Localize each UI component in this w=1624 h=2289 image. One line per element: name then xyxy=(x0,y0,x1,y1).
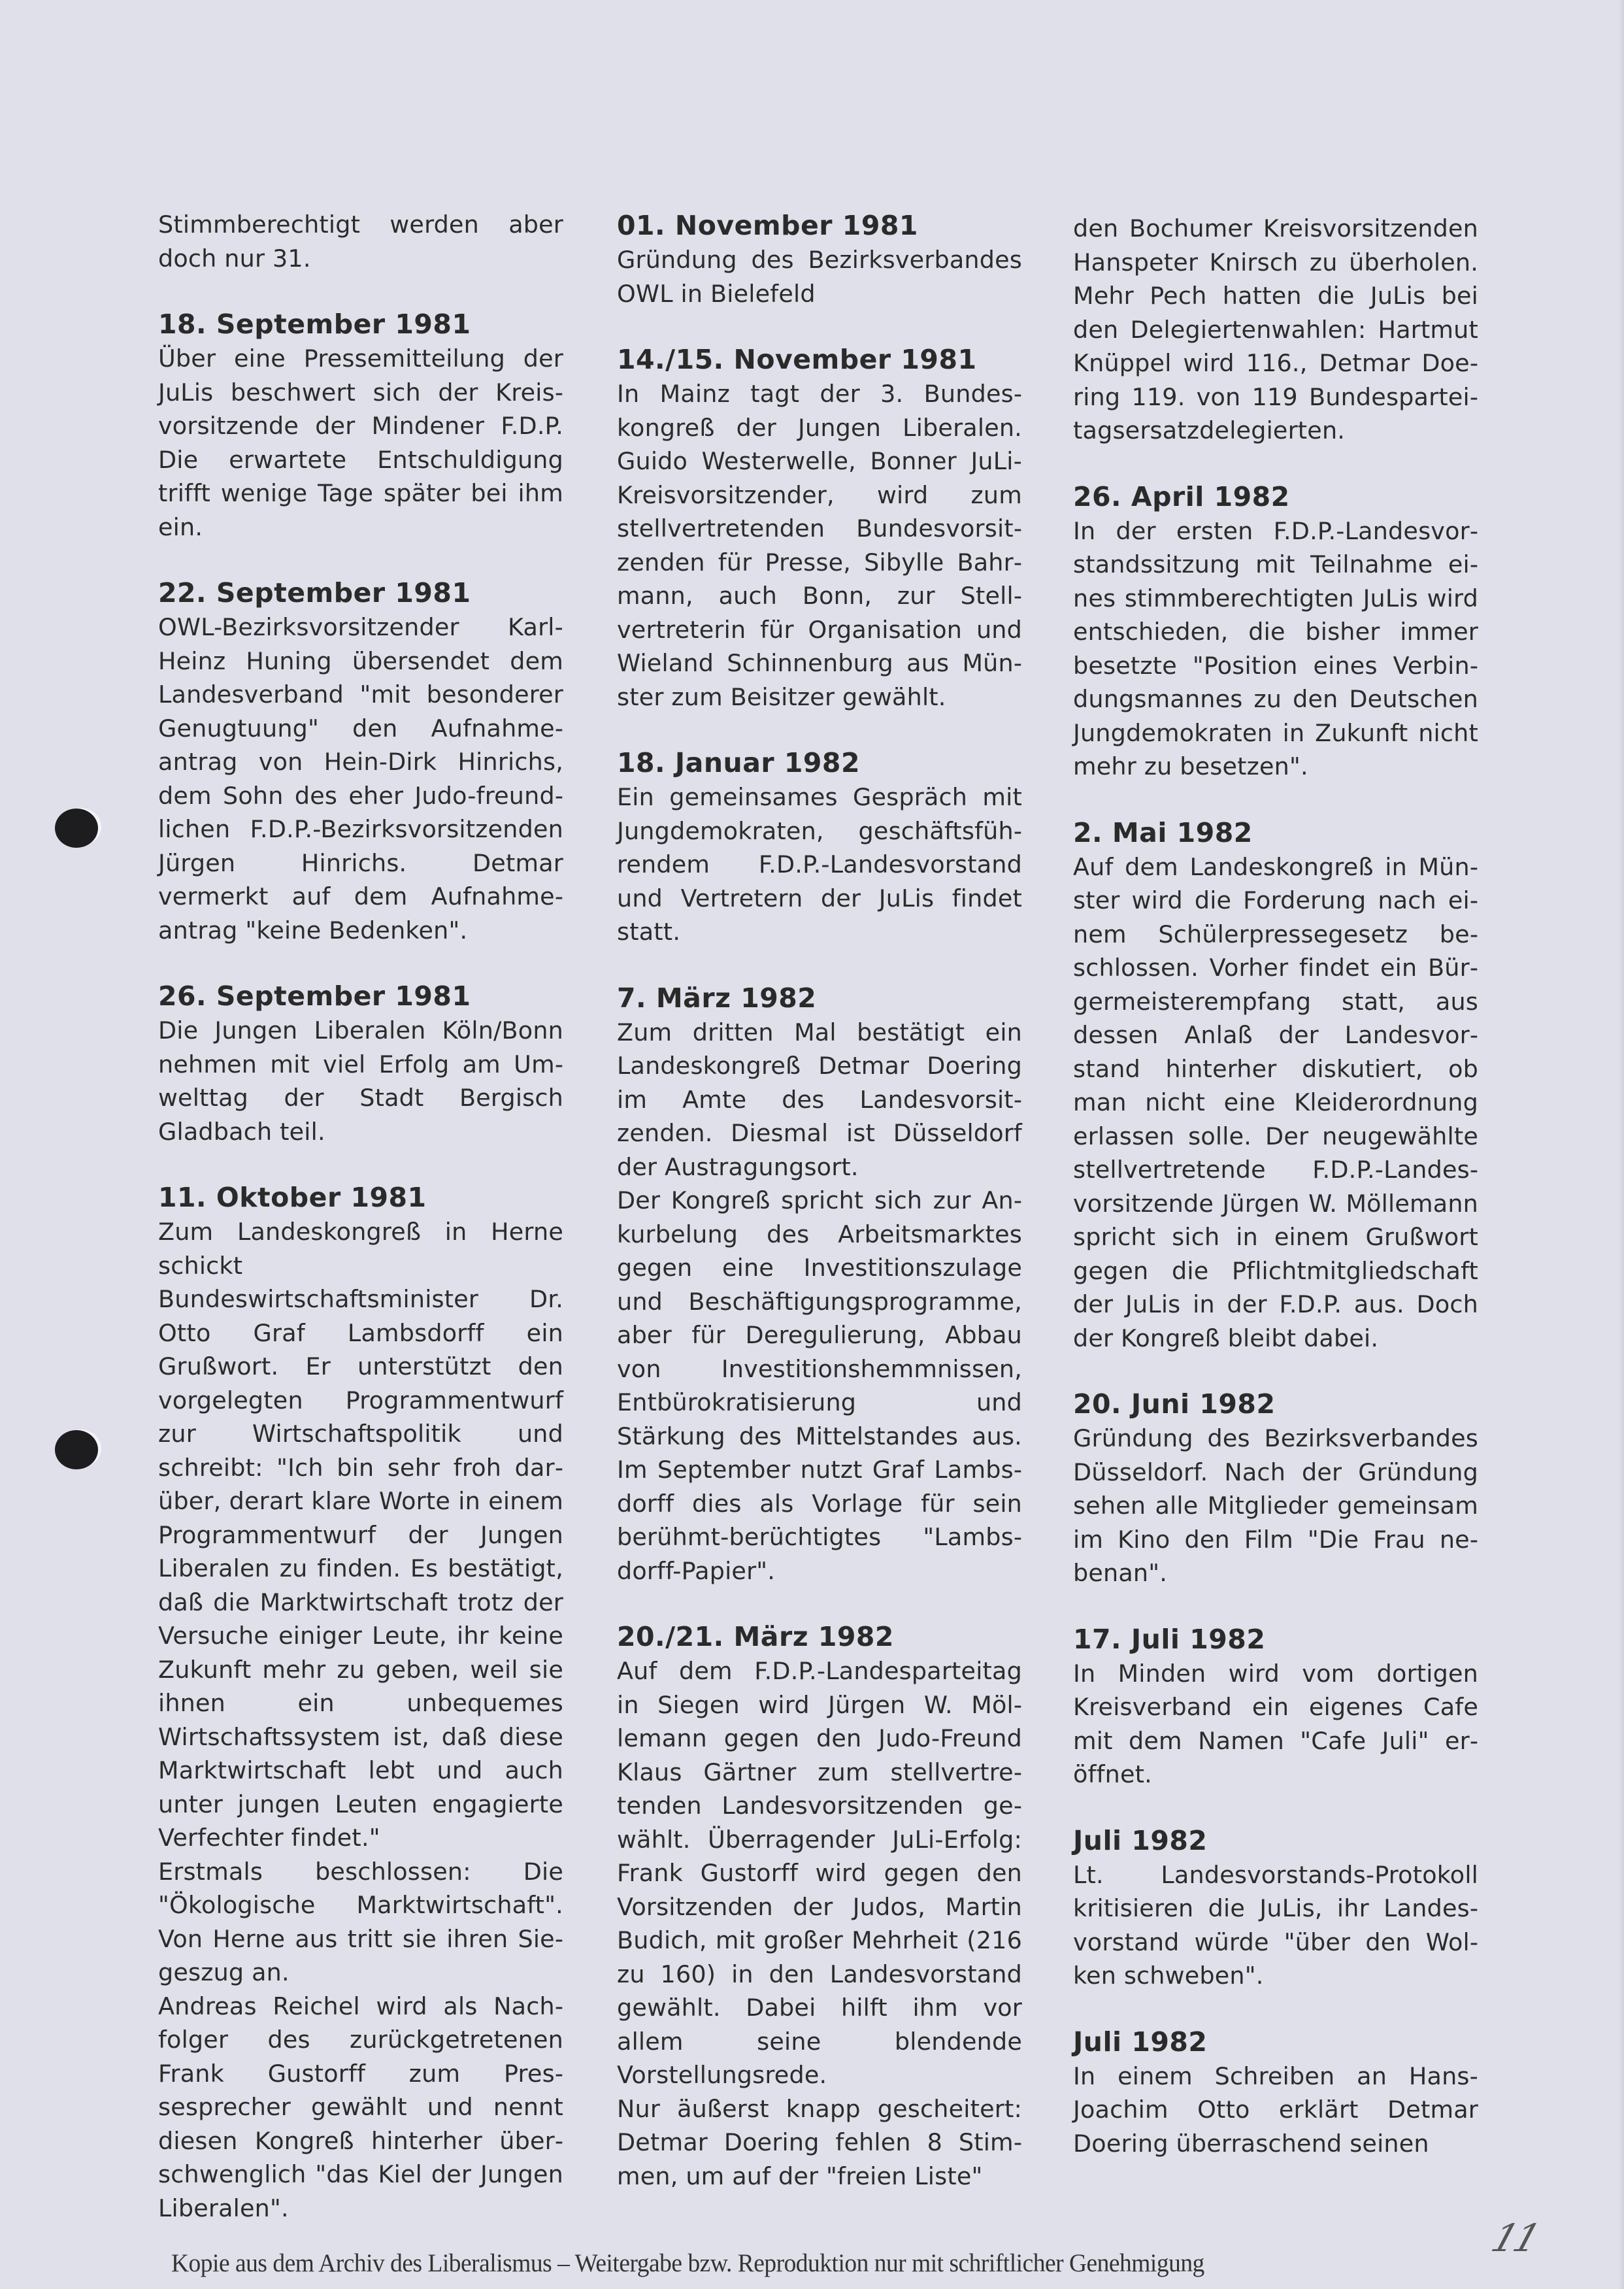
entry-paragraph: Auf dem Landeskongreß in Münster wird die Forderung nach einem Schülerpressegesetz beschlossen. Vorher findet ein Bürgermeisterempfang statt, aus dessen Anlaß der Landesvorstand hinterher diskutiert, ob man nicht eine Kleiderordnung erlassen solle. Der neugewählte stellvertretende F.D.P.-Landesvorsitzende Jürgen W. Möllemann spricht sich in einem Grußwort gegen die Pflichtmitgliedschaft der JuLis in der F.D.P. aus. Doch der Kongreß bleibt dabei. xyxy=(1073,852,1478,1352)
entry-paragraph: Andreas Reichel wird als Nachfolger des zurückgetretenen Frank Gustorff zum Pressesprecher gewählt und nennt diesen Kongreß hinterher überschwenglich "das Kiel der Jungen Liberalen". xyxy=(158,1992,563,2222)
chronicle-entry xyxy=(1073,479,1478,784)
punch-hole-top xyxy=(55,809,98,848)
entry-paragraph: Erstmals beschlossen: Die "Ökologische Marktwirtschaft". Von Herne aus tritt sie ihren Siegeszug an. xyxy=(158,1857,563,1986)
text-column-1 xyxy=(158,208,563,2256)
chronicle-entry xyxy=(617,208,1022,310)
page-edge xyxy=(1619,0,1624,2289)
chronicle-entry xyxy=(158,208,563,275)
punch-hole-bottom xyxy=(55,1430,98,1469)
chronicle-entry xyxy=(617,342,1022,714)
entry-date-heading: 18. Januar 1982 xyxy=(617,747,860,778)
entry-paragraph: Gründung des Bezirksverbandes OWL in Bielefeld xyxy=(617,246,1022,308)
entry-paragraph: Die Jungen Liberalen Köln/Bonn nehmen mit viel Erfolg am Umwelttag der Stadt Bergisch Gladbach teil. xyxy=(158,1016,563,1146)
entry-date-heading: 14./15. November 1981 xyxy=(617,344,977,375)
chronicle-entry xyxy=(1073,212,1478,448)
entry-paragraph: Zum dritten Mal bestätigt ein Landeskongreß Detmar Doering im Amte des Landesvorsitzenden. Diesmal ist Düsseldorf der Austragungsort. xyxy=(617,1018,1022,1181)
entry-date-heading: 18. September 1981 xyxy=(158,309,471,340)
entry-date-heading: 7. März 1982 xyxy=(617,982,817,1014)
entry-paragraph: Stimmberechtigt werden aber doch nur 31. xyxy=(158,210,563,273)
entry-date-heading: Juli 1982 xyxy=(1073,1824,1208,1856)
entry-paragraph: Ein gemeinsames Gespräch mit Jungdemokraten, geschäftsführendem F.D.P.-Landesvorstand und Vertretern der JuLis findet statt. xyxy=(617,783,1022,946)
entry-paragraph: In einem Schreiben an Hans-Joachim Otto erklärt Detmar Doering überraschend seinen xyxy=(1073,2062,1478,2158)
chronicle-entry xyxy=(1073,1386,1478,1590)
chronicle-entry xyxy=(158,575,563,947)
entry-date-heading: Juli 1982 xyxy=(1073,2026,1208,2058)
entry-paragraph: In Mainz tagt der 3. Bundeskongreß der Jungen Liberalen. Guido Westerwelle, Bonner JuLi-Kreisvorsitzender, wird zum stellvertretenden Bundesvorsitzenden für Presse, Sibylle Bahrmann, auch Bonn, zur Stellvertreterin für Organisation und Wieland Schinnenburg aus Münster zum Beisitzer gewählt. xyxy=(617,380,1022,711)
chronicle-entry xyxy=(158,1180,563,2225)
chronicle-entry xyxy=(158,307,563,544)
entry-paragraph: Nur äußerst knapp gescheitert: Detmar Doering fehlen 8 Stimmen, um auf der "freien Liste" xyxy=(617,2094,1022,2190)
entry-paragraph: OWL-Bezirksvorsitzender Karl-Heinz Huning übersendet dem Landesverband "mit besonderer Genugtuung" den Aufnahmeantrag von Hein-Dirk Hinrichs, dem Sohn des eher Judo-freundlichen F.D.P.-Bezirksvorsitzenden Jürgen Hinrichs. Detmar vermerkt auf dem Aufnahmeantrag "keine Bedenken". xyxy=(158,613,563,944)
chronicle-entry xyxy=(617,745,1022,949)
entry-date-heading: 17. Juli 1982 xyxy=(1073,1623,1266,1655)
text-column-3 xyxy=(1073,212,1478,2192)
entry-date-heading: 11. Oktober 1981 xyxy=(158,1182,427,1213)
entry-paragraph: Lt. Landesvorstands-Protokoll kritisieren die JuLis, ihr Landesvorstand würde "über den Wolken schweben". xyxy=(1073,1860,1478,1990)
entry-date-heading: 20./21. März 1982 xyxy=(617,1621,894,1652)
chronicle-entry xyxy=(1073,1823,1478,1993)
archive-footer-notice: Kopie aus dem Archiv des Liberalismus – Weitergabe bzw. Reproduktion nur mit schriftlicher Genehmigung xyxy=(171,2249,1204,2277)
entry-date-heading: 20. Juni 1982 xyxy=(1073,1388,1276,1420)
chronicle-entry xyxy=(1073,1622,1478,1792)
chronicle-entry xyxy=(158,978,563,1148)
entry-paragraph: Gründung des Bezirksverbandes Düsseldorf. Nach der Gründung sehen alle Mitglieder gemeinsam im Kino den Film "Die Frau nebenan". xyxy=(1073,1424,1478,1587)
entry-paragraph: Zum Landeskongreß in Herne schickt Bundeswirtschaftsminister Dr. Otto Graf Lambsdorff ein Grußwort. Er unterstützt den vorgelegten Programmentwurf zur Wirtschaftspolitik und schreibt: "Ich bin sehr froh darüber, derart klare Worte in einem Programmentwurf der Jungen Liberalen zu finden. Es bestätigt, daß die Marktwirtschaft trotz der Versuche einiger Leute, ihr keine Zukunft mehr zu geben, weil sie ihnen ein unbequemes Wirtschaftssystem ist, daß diese Marktwirtschaft lebt und auch unter jungen Leuten engagierte Verfechter findet." xyxy=(158,1218,563,1852)
chronicle-entry xyxy=(617,980,1022,1588)
entry-date-heading: 22. September 1981 xyxy=(158,577,471,609)
handwritten-page-number: 11 xyxy=(1485,2216,1544,2260)
chronicle-entry xyxy=(1073,815,1478,1356)
text-column-2 xyxy=(617,208,1022,2224)
entry-paragraph: Über eine Pressemitteilung der JuLis beschwert sich der Kreisvorsitzende der Mindener F.D.P. Die erwartete Entschuldigung trifft wenige Tage später bei ihm ein. xyxy=(158,344,563,541)
entry-date-heading: 01. November 1981 xyxy=(617,210,918,241)
entry-paragraph: Der Kongreß spricht sich zur Ankurbelung des Arbeitsmarktes gegen eine Investitionszulage und Beschäftigungsprogramme, aber für Deregulierung, Abbau von Investitionshemmnissen, Entbürokratisierung und Stärkung des Mittelstandes aus. Im September nutzt Graf Lambsdorff dies als Vorlage für sein berühmt-berüchtigtes "Lambsdorff-Papier". xyxy=(617,1186,1022,1585)
entry-paragraph: In der ersten F.D.P.-Landesvorstandssitzung mit Teilnahme eines stimmberechtigten JuLis wird entschieden, die bisher immer besetzte "Position eines Verbindungsmannes zu den Deutschen Jungdemokraten in Zukunft nicht mehr zu besetzen". xyxy=(1073,516,1478,780)
entry-paragraph: den Bochumer Kreisvorsitzenden Hanspeter Knirsch zu überholen. Mehr Pech hatten die JuLis bei den Delegiertenwahlen: Hartmut Knüppel wird 116., Detmar Doering 119. von 119 Bundesparteitagsersatzdelegierten. xyxy=(1073,214,1478,444)
entry-paragraph: In Minden wird vom dortigen Kreisverband ein eigenes Cafe mit dem Namen "Cafe Juli" eröffnet. xyxy=(1073,1659,1478,1788)
chronicle-entry xyxy=(1073,2024,1478,2161)
entry-date-heading: 26. April 1982 xyxy=(1073,480,1290,512)
entry-paragraph: Auf dem F.D.P.-Landesparteitag in Siegen wird Jürgen W. Möllemann gegen den Judo-Freund Klaus Gärtner zum stellvertretenden Landesvorsitzenden gewählt. Überragender JuLi-Erfolg: Frank Gustorff wird gegen den Vorsitzenden der Judos, Martin Budich, mit großer Mehrheit (216 zu 160) in den Landesvorstand gewählt. Dabei hilft ihm vor allem seine blendende Vorstellungsrede. xyxy=(617,1657,1022,2089)
chronicle-entry xyxy=(617,1619,1022,2193)
entry-date-heading: 26. September 1981 xyxy=(158,980,471,1012)
entry-date-heading: 2. Mai 1982 xyxy=(1073,816,1253,848)
